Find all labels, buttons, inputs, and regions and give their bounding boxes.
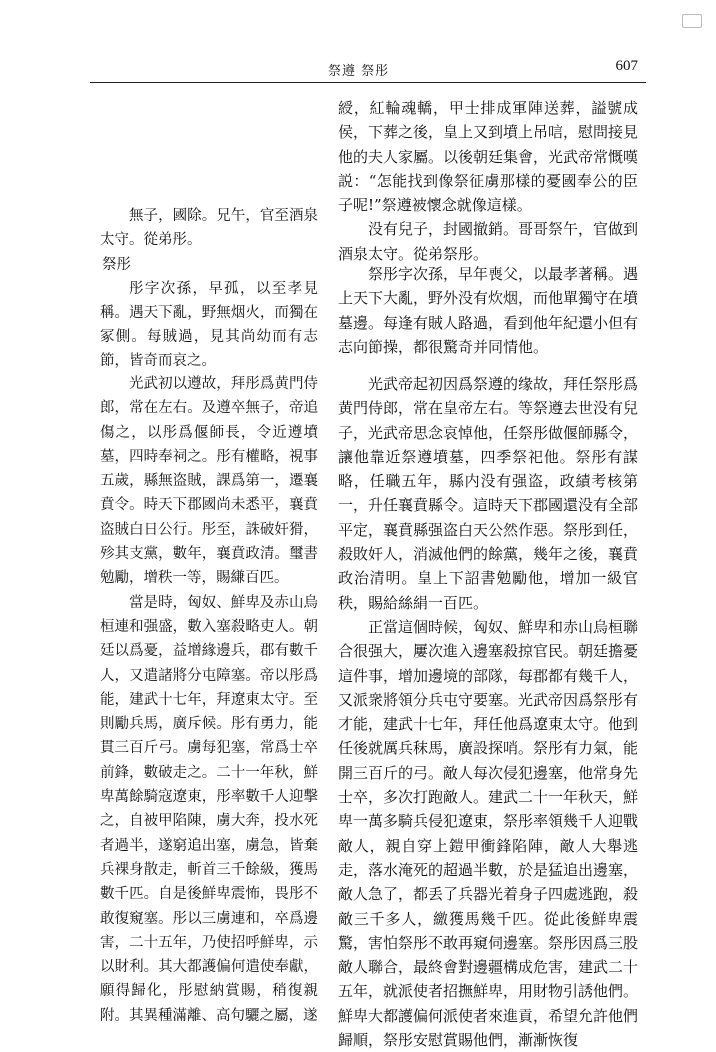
page-number: 607 — [615, 58, 638, 74]
original-para-1: 無子，國除。兄午，官至酒泉太守。從弟彤。 — [100, 208, 318, 249]
translation-para-1: 没有兒子，封國撤銷。哥哥祭午，官做到酒泉太守。從弟祭彤。 — [338, 220, 639, 263]
header-rule — [90, 82, 646, 83]
translation-para-2: 祭彤字次孫，早年喪父，以最孝著稱。遇上天下大亂，野外没有炊烟，而他單獨守在墳墓邊。每逢有賊人路過，看到他年紀還小但有志向節操，都很驚奇并同情他。 — [338, 265, 639, 356]
page-header — [90, 58, 646, 82]
translation-para-3: 光武帝起初因爲祭遵的缘故，拜任祭彤爲黄門侍郎，常在皇帝左右。等祭遵去世没有兒子，光武帝思念哀悼他，任祭彤做偃師縣令，讓他靠近祭遵墳墓，四季祭祀他。祭彤有謀略，任職五年，縣内没有强盗，政績考核第一，升任襄賁縣令。這時天下郡國還没有全部平定，襄賁縣强盗白天公然作惡。祭彤到任，殺敗奸人，消滅他們的餘黨，幾年之後，襄賁政治清明。皇上下詔書勉勵他，增加一級官秩，賜給絲絹一百匹。 — [338, 375, 639, 612]
section-heading: 祭彤 — [102, 256, 131, 273]
scan-corner-mark — [682, 14, 702, 28]
original-para-2: 彤字次孫，早孤，以至孝見稱。遇天下亂，野無烟火，而獨在冢側。每賊過，見其尚幼而有志節，皆奇而哀之。 — [100, 280, 318, 370]
running-title: 祭遵 祭彤 — [328, 64, 390, 79]
translation-para-0: 綬，紅輪魂轎，甲士排成軍陣送葬，謚號成侯，下葬之後，皇上又到墳上吊唁，慰問接見他的夫人家屬。以後朝廷集會，光武帝常慨嘆説：“怎能找到像祭征虜那樣的憂國奉公的臣子呢!”祭遵被懷念就像這樣。 — [338, 99, 639, 215]
translation-para-4: 正當這個時候，匈奴、鮮卑和赤山烏桓聯合很强大，屢次進入邊塞殺掠官民。朝廷擔憂這件事，增加邊境的部隊，每郡都有幾千人，又派衆將領分兵屯守要塞。光武帝因爲祭彤有才能，建武十七年，拜任他爲遼東太守。他到任後就厲兵秣馬，廣設探哨。祭彤有力氣，能開三百斤的弓。敵人每次侵犯邊塞，他常身先士卒，多次打跑敵人。建武二十一年秋天，鮮卑一萬多騎兵侵犯遼東，祭彤率領幾千人迎戰敵人，親自穿上鎧甲衝鋒陷陣，敵人大舉逃走，落水淹死的超過半數，於是猛追出邊塞，敵人急了，都丢了兵器光着身子四處逃跑，殺敵三千多人，繳獲馬幾千匹。從此後鮮卑震驚，害怕祭彤不敢再窺伺邊塞。祭彤因爲三股敵人聯合，最終會對邊疆構成危害，建武二十五年，就派使者招撫鮮卑，用財物引誘他們。鮮卑大都護偏何派使者來進貢，希望允許他們歸順，祭彤安慰賞賜他們，漸漸恢復 — [338, 617, 639, 1050]
original-para-3: 光武初以遵故，拜彤爲黄門侍郎，常在左右。及遵卒無子，帝追傷之，以彤爲偃師長，令近遵墳墓，四時奉祠之。彤有權略，視事五歲，縣無盗賊，課爲第一，遷襄賁令。時天下郡國尚未悉平，襄賁盗賊白日公行。彤至，誅破奸猾，殄其支黨，數年，襄賁政清。璽書勉勵，增秩一等，賜縑百匹。 — [100, 376, 318, 587]
original-para-4: 當是時，匈奴、鮮卑及赤山烏桓連和强盛，數入塞殺略吏人。朝廷以爲憂，益增緣邊兵，郡有數千人，又遣諸將分屯障塞。帝以彤爲能，建武十七年，拜遼東太守。至則勵兵馬，廣斥候。彤有勇力，能貫三百斤弓。虜每犯塞，常爲士卒前鋒，數破走之。二十一年秋，鮮卑萬餘騎寇遼東，彤率數千人迎擊之，自被甲陷陳，虜大奔，投水死者過半，遂窮追出塞，虜急，皆棄兵裸身散走，斬首三千餘級，獲馬數千匹。自是後鮮卑震怖，畏彤不敢復窺塞。彤以三虜連和，卒爲邊害，二十五年，乃使招呼鮮卑，示以財利。其大都護偏何遣使奉獻，願得歸化，彤慰納賞賜，稍復親附。其異種滿離、高句驪之屬，遂 — [100, 594, 318, 1024]
